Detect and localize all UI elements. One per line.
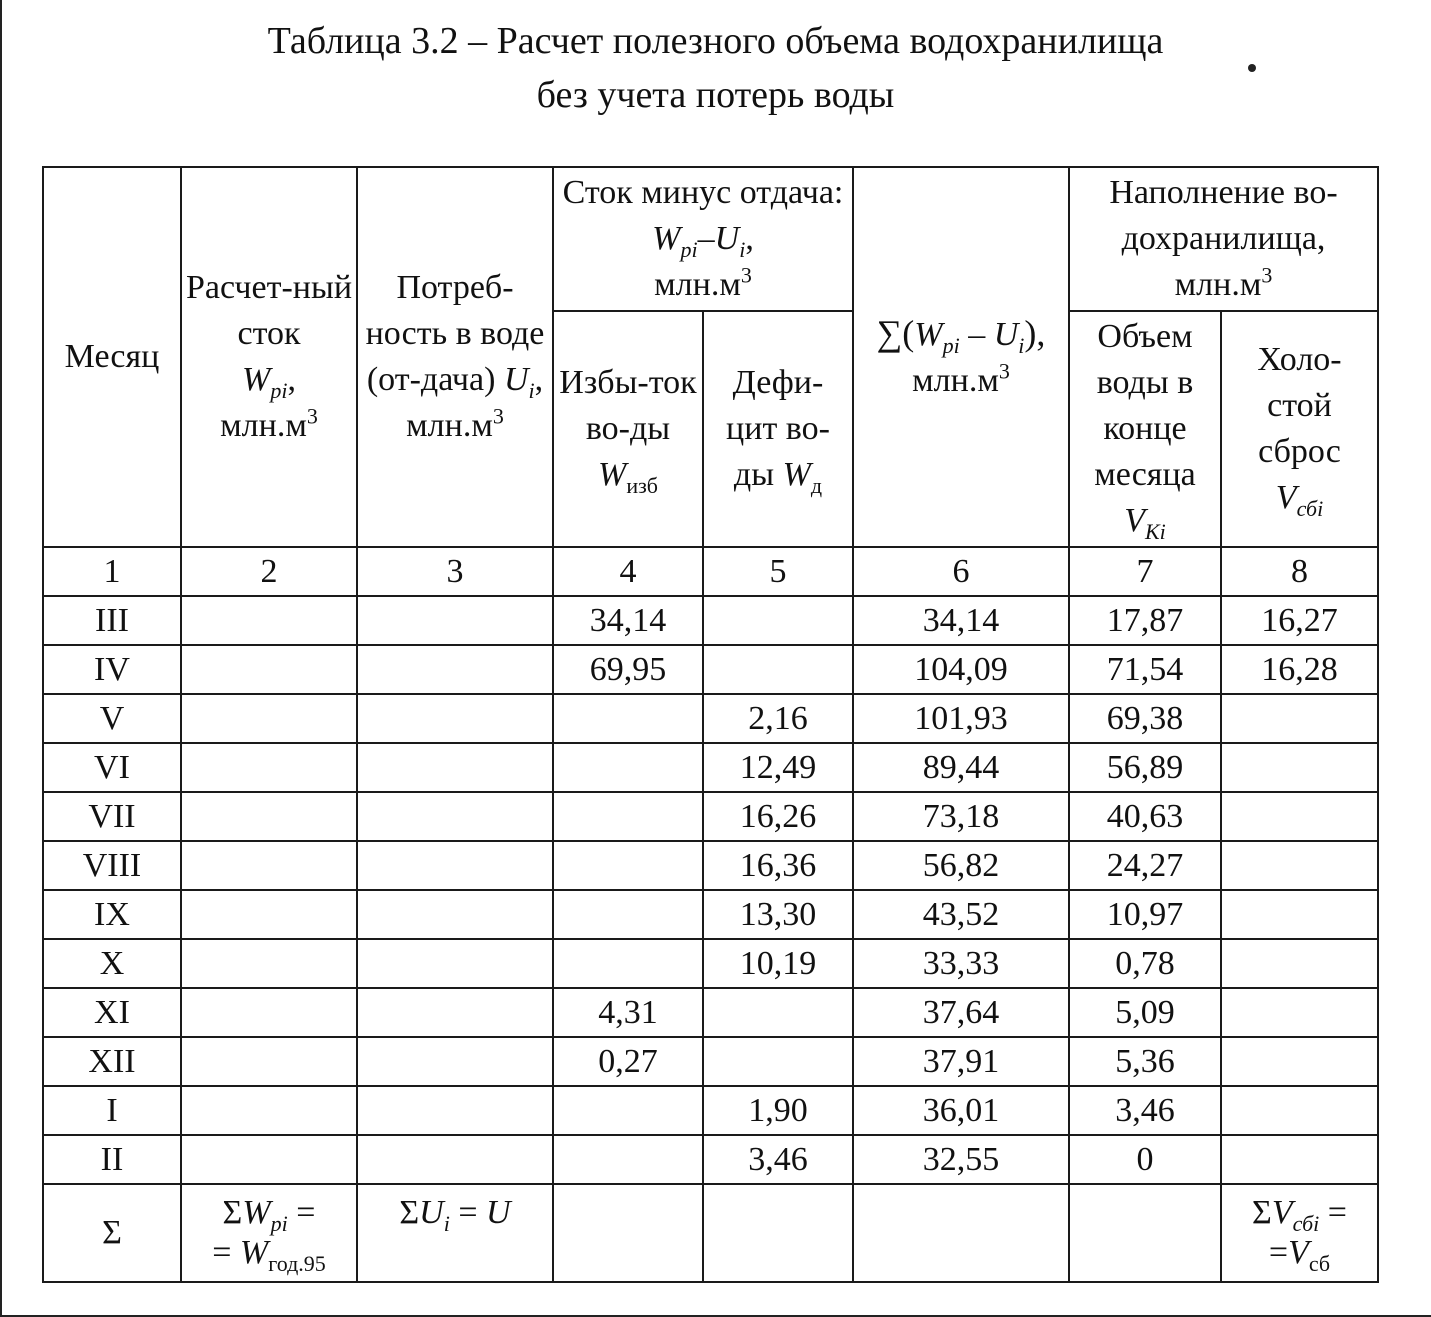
cell-deficit: 3,46	[703, 1135, 853, 1184]
cell-surplus: 34,14	[553, 596, 703, 645]
cell-spill	[1221, 841, 1378, 890]
cell-volume: 71,54	[1069, 645, 1221, 694]
cell-cumsum: 32,55	[853, 1135, 1069, 1184]
cell-sum-deficit	[703, 1184, 853, 1282]
column-number: 3	[357, 547, 553, 596]
cell-volume: 5,36	[1069, 1037, 1221, 1086]
cell-cumsum: 104,09	[853, 645, 1069, 694]
column-number: 7	[1069, 547, 1221, 596]
column-number: 2	[181, 547, 357, 596]
column-number: 6	[853, 547, 1069, 596]
cell-demand	[357, 939, 553, 988]
cell-spill	[1221, 988, 1378, 1037]
cell-surplus	[553, 1135, 703, 1184]
cell-sum-runoff: $\Sigma W_{pi}$ = = $W_{год.95}$	[181, 1184, 357, 1282]
cell-runoff	[181, 1037, 357, 1086]
cell-runoff	[181, 1135, 357, 1184]
cell-sum-label: Σ	[43, 1184, 181, 1282]
cell-runoff	[181, 743, 357, 792]
cell-spill: 16,27	[1221, 596, 1378, 645]
header-idle-spill: Холо-стой сброс $V_{сбi}$	[1221, 311, 1378, 547]
title-line-2: без учета потерь воды	[536, 74, 895, 116]
cell-cumsum: 34,14	[853, 596, 1069, 645]
table-row	[43, 596, 1378, 645]
header-filling: Наполнение во-дохранилища, $млн.м^3$	[1069, 167, 1378, 311]
cell-volume: 3,46	[1069, 1086, 1221, 1135]
cell-volume: 56,89	[1069, 743, 1221, 792]
cell-deficit: 13,30	[703, 890, 853, 939]
cell-spill	[1221, 694, 1378, 743]
cell-sum-volume	[1069, 1184, 1221, 1282]
header-runoff-minus-demand: Сток минус отдача: $W_{pi}-U_i$, $млн.м^3$	[553, 167, 853, 311]
cell-cumsum: 73,18	[853, 792, 1069, 841]
cell-runoff	[181, 792, 357, 841]
cell-volume: 40,63	[1069, 792, 1221, 841]
cell-demand	[357, 988, 553, 1037]
cell-month: X	[43, 939, 181, 988]
cell-runoff	[181, 939, 357, 988]
table-row	[43, 645, 1378, 694]
header-runoff: Расчет-ный сток $W_{pi}$, $млн.м^3$	[181, 167, 357, 547]
cell-month: IV	[43, 645, 181, 694]
cell-cumsum: 37,91	[853, 1037, 1069, 1086]
column-number: 1	[43, 547, 181, 596]
cell-surplus	[553, 694, 703, 743]
cell-demand	[357, 743, 553, 792]
cell-month: XII	[43, 1037, 181, 1086]
cell-surplus	[553, 939, 703, 988]
cell-month: II	[43, 1135, 181, 1184]
cell-cumsum: 56,82	[853, 841, 1069, 890]
cell-volume: 17,87	[1069, 596, 1221, 645]
table-row	[43, 743, 1378, 792]
cell-deficit: 1,90	[703, 1086, 853, 1135]
cell-spill: 16,28	[1221, 645, 1378, 694]
cell-deficit	[703, 988, 853, 1037]
print-speck	[1248, 64, 1256, 72]
cell-demand	[357, 890, 553, 939]
table-row	[43, 1135, 1378, 1184]
cell-spill	[1221, 890, 1378, 939]
table-title	[0, 14, 1431, 122]
cell-deficit: 16,36	[703, 841, 853, 890]
cell-month: III	[43, 596, 181, 645]
cell-demand	[357, 841, 553, 890]
header-demand: Потреб-ность в воде (от-дача) $U_i$, $млн.м^3$	[357, 167, 553, 547]
reservoir-volume-table	[42, 166, 1379, 1283]
cell-cumsum: 37,64	[853, 988, 1069, 1037]
column-number-row	[43, 547, 1378, 596]
cell-month: XI	[43, 988, 181, 1037]
cell-demand	[357, 596, 553, 645]
cell-cumsum: 89,44	[853, 743, 1069, 792]
cell-demand	[357, 645, 553, 694]
cell-sum-spill: $\Sigma V_{сбi}$ = $=V_{сб}$	[1221, 1184, 1378, 1282]
cell-spill	[1221, 1135, 1378, 1184]
cell-surplus	[553, 841, 703, 890]
cell-month: VII	[43, 792, 181, 841]
cell-volume: 0,78	[1069, 939, 1221, 988]
cell-spill	[1221, 743, 1378, 792]
table-row	[43, 841, 1378, 890]
cell-deficit: 16,26	[703, 792, 853, 841]
sum-row	[43, 1184, 1378, 1282]
cell-volume: 5,09	[1069, 988, 1221, 1037]
cell-surplus	[553, 890, 703, 939]
cell-deficit: 12,49	[703, 743, 853, 792]
cell-month: V	[43, 694, 181, 743]
cell-demand	[357, 792, 553, 841]
cell-surplus	[553, 1086, 703, 1135]
cell-cumsum: 36,01	[853, 1086, 1069, 1135]
cell-runoff	[181, 596, 357, 645]
cell-spill	[1221, 792, 1378, 841]
cell-demand	[357, 1135, 553, 1184]
header-volume-end-month: Объем воды в конце месяца $V_{Ki}$	[1069, 311, 1221, 547]
cell-deficit	[703, 645, 853, 694]
header-surplus: Избы-ток во-ды $W_{изб}$	[553, 311, 703, 547]
cell-volume: 24,27	[1069, 841, 1221, 890]
cell-deficit	[703, 1037, 853, 1086]
title-line-1: Таблица 3.2 – Расчет полезного объема водохранилища	[267, 20, 1164, 62]
header-cumulative-sum: $\sum(W_{pi} - U_i)$, $млн.м^3$	[853, 167, 1069, 547]
table-row	[43, 1037, 1378, 1086]
cell-runoff	[181, 1086, 357, 1135]
table-row	[43, 890, 1378, 939]
cell-surplus	[553, 743, 703, 792]
header-month: Месяц	[43, 167, 181, 547]
cell-volume: 10,97	[1069, 890, 1221, 939]
cell-cumsum: 43,52	[853, 890, 1069, 939]
cell-deficit	[703, 596, 853, 645]
cell-sum-cumsum	[853, 1184, 1069, 1282]
table-row	[43, 1086, 1378, 1135]
cell-month: VI	[43, 743, 181, 792]
table-row	[43, 694, 1378, 743]
cell-month: I	[43, 1086, 181, 1135]
cell-demand	[357, 1086, 553, 1135]
cell-runoff	[181, 890, 357, 939]
cell-spill	[1221, 1037, 1378, 1086]
cell-surplus: 0,27	[553, 1037, 703, 1086]
cell-cumsum: 33,33	[853, 939, 1069, 988]
column-number: 8	[1221, 547, 1378, 596]
cell-deficit: 2,16	[703, 694, 853, 743]
cell-sum-demand: $\Sigma U_i = U$	[357, 1184, 553, 1282]
cell-runoff	[181, 645, 357, 694]
cell-runoff	[181, 841, 357, 890]
cell-cumsum: 101,93	[853, 694, 1069, 743]
cell-demand	[357, 694, 553, 743]
cell-sum-surplus	[553, 1184, 703, 1282]
cell-spill	[1221, 939, 1378, 988]
column-number: 5	[703, 547, 853, 596]
cell-volume: 0	[1069, 1135, 1221, 1184]
cell-month: IX	[43, 890, 181, 939]
table-row	[43, 939, 1378, 988]
cell-demand	[357, 1037, 553, 1086]
cell-surplus: 69,95	[553, 645, 703, 694]
cell-spill	[1221, 1086, 1378, 1135]
cell-runoff	[181, 694, 357, 743]
cell-runoff	[181, 988, 357, 1037]
column-number: 4	[553, 547, 703, 596]
cell-surplus	[553, 792, 703, 841]
table-row	[43, 988, 1378, 1037]
cell-surplus: 4,31	[553, 988, 703, 1037]
table-row	[43, 792, 1378, 841]
cell-volume: 69,38	[1069, 694, 1221, 743]
cell-deficit: 10,19	[703, 939, 853, 988]
cell-month: VIII	[43, 841, 181, 890]
header-deficit: Дефи-цит во-ды $W_д$	[703, 311, 853, 547]
